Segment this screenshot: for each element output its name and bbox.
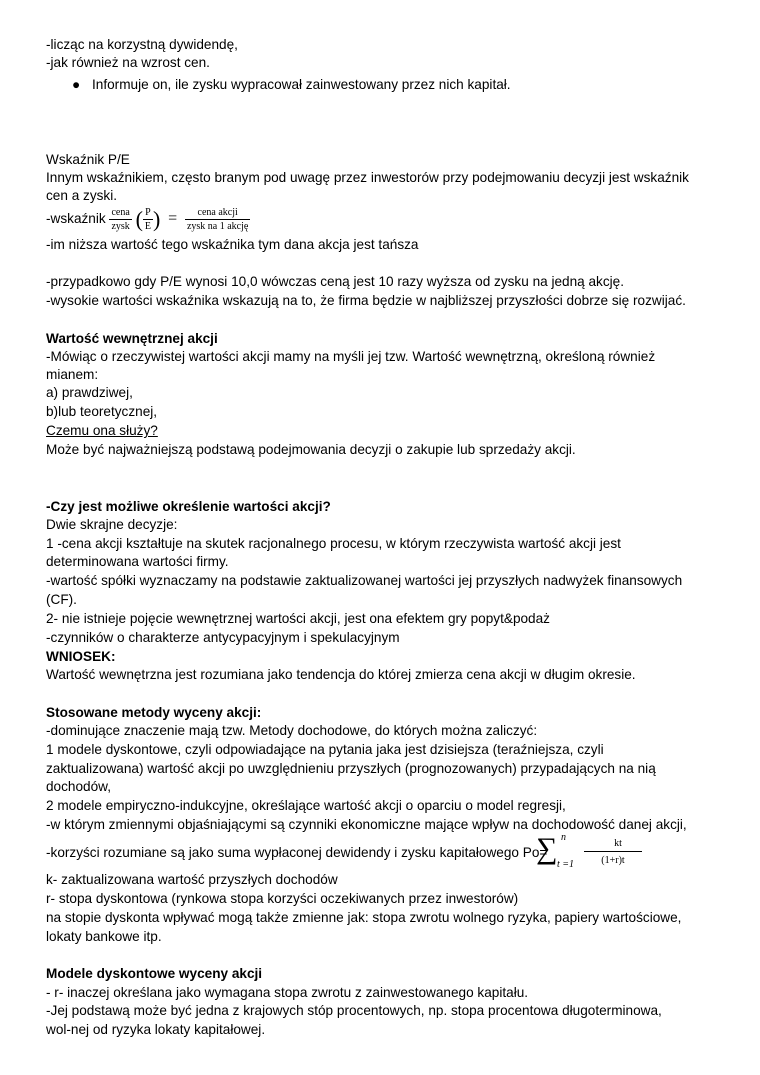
text-line: -licząc na korzystną dywidendę,: [46, 37, 238, 52]
section-heading: -Czy jest możliwe określenie wartości akcji?: [46, 499, 331, 514]
text-line: -jak również na wzrost cen.: [46, 55, 210, 70]
bullet-icon: ●: [72, 77, 81, 92]
text-line: -im niższa wartość tego wskaźnika tym dana akcja jest tańsza: [46, 237, 419, 252]
bullet-text: Informuje on, ile zysku wypracował zainwestowany przez nich kapitał.: [92, 77, 511, 92]
sigma-lower-limit: t =1: [557, 859, 575, 870]
text-line: mianem:: [46, 367, 99, 382]
text-line: -wartość spółki wyznaczamy na podstawie zaktualizowanej wartości jej przyszłych nadwyżek finansowych: [46, 573, 683, 588]
text-line: -Mówiąc o rzeczywistej wartości akcji mamy na myśli jej tzw. Wartość wewnętrzną, określoną również: [46, 349, 656, 364]
text-line: cen a zyski.: [46, 188, 118, 203]
sigma-upper-limit: n: [561, 832, 566, 843]
text-line: r- stopa dyskontowa (rynkowa stopa korzyści oczekiwanych przez inwestorów): [46, 891, 519, 906]
fraction-cena-akcji: $\frac{\text{cena akcji}}{\text{zysk na 1 akcję}}$: [186, 206, 249, 232]
text-line: 2- nie istnieje pojęcie wewnętrznej wartości akcji, jest ona efektem gry popyt&podaż: [46, 611, 550, 626]
formula-denominator: (1+r)t: [601, 855, 625, 866]
bullet-item: [74, 76, 511, 93]
text-line: Wartość wewnętrzna jest rozumiana jako tendencja do której zmierza cena akcji w długim okresie.: [46, 667, 636, 682]
text-line: determinowana wartości firmy.: [46, 554, 229, 569]
text-line: 1 -cena akcji kształtuje na skutek racjonalnego procesu, w którym rzeczywista wartość akcji jest: [46, 536, 621, 551]
text-line: a) prawdziwej,: [46, 385, 133, 400]
fraction-bar: [584, 851, 642, 852]
text-line: 2 modele empiryczno-indukcyjne, określające wartość akcji o oparciu o model regresji,: [46, 798, 566, 813]
text-line: zaktualizowana) wartość akcji po uwzględnieniu przyszłych (prognozowanych) przypadających na nią: [46, 761, 656, 776]
pe-formula-line: -wskaźnik $\frac{\text{cena}}{\text{zysk}}$ ( $\frac{P}{E}$ ) = $\frac{\text{cena akcji}}{\text{zysk na 1 akcję}}$: [46, 206, 249, 232]
text-line: k- zaktualizowana wartość przyszłych dochodów: [46, 872, 338, 887]
text-line: lokaty bankowe itp.: [46, 929, 162, 944]
conclusion-heading: WNIOSEK:: [46, 649, 116, 664]
text-line: Dwie skrajne decyzje:: [46, 517, 178, 532]
section-heading: Modele dyskontowe wyceny akcji: [46, 966, 263, 981]
text-line: (CF).: [46, 592, 77, 607]
section-heading: Stosowane metody wyceny akcji:: [46, 705, 262, 720]
fraction-p-e: $\frac{P}{E}$: [144, 206, 152, 232]
pe-formula-label: -wskaźnik: [46, 211, 106, 226]
sigma-symbol: ∑: [536, 832, 558, 865]
formula-numerator: kt: [614, 838, 622, 849]
fraction-cena-zysk: $\frac{\text{cena}}{\text{zysk}}$: [111, 206, 130, 232]
text-line: -wysokie wartości wskaźnika wskazują na to, że firma będzie w najbliższej przyszłości dobrze się rozwijać.: [46, 293, 686, 308]
text-line: -Jej podstawą może być jedna z krajowych stóp procentowych, np. stopa procentowa długoterminowa,: [46, 1003, 662, 1018]
section-heading: Wartość wewnętrznej akcji: [46, 331, 218, 346]
text-line: wol-nej od ryzyka lokaty kapitałowej.: [46, 1022, 266, 1037]
text-line: na stopie dyskonta wpływać mogą także zmienne jak: stopa zwrotu wolnego ryzyka, papiery wartościowe,: [46, 910, 682, 925]
text-line: 1 modele dyskontowe, czyli odpowiadające na pytania jaka jest dzisiejsza (teraźniejsza, czyli: [46, 742, 604, 757]
text-line: Innym wskaźnikiem, często branym pod uwagę przez inwestorów przy podejmowaniu decyzji jest wskaźnik: [46, 170, 689, 185]
section-title: Wskaźnik P/E: [46, 152, 130, 167]
text-line: - r- inaczej określana jako wymagana stopa zwrotu z zainwestowanego kapitału.: [46, 985, 529, 1000]
text-line: -dominujące znaczenie mają tzw. Metody dochodowe, do których można zaliczyć:: [46, 723, 538, 738]
text-line: -w którym zmiennymi objaśniającymi są czynniki ekonomiczne mające wpływ na dochodowość danej akcji,: [46, 817, 687, 832]
text-line: Może być najważniejszą podstawą podejmowania decyzji o zakupie lub sprzedaży akcji.: [46, 442, 576, 457]
text-line: dochodów,: [46, 779, 112, 794]
underlined-question: Czemu ona służy?: [46, 423, 158, 438]
equals-sign: =: [168, 210, 178, 228]
text-line: b)lub teoretycznej,: [46, 404, 158, 419]
text-line: -przypadkowo gdy P/E wynosi 10,0 wówczas ceną jest 10 razy wyższa od zysku na jedną akcję.: [46, 274, 625, 289]
text-line: -czynników o charakterze antycypacyjnym i spekulacyjnym: [46, 630, 400, 645]
po-formula-label: -korzyści rozumiane są jako suma wypłaconej dewidendy i zysku kapitałowego Po=: [46, 845, 548, 860]
